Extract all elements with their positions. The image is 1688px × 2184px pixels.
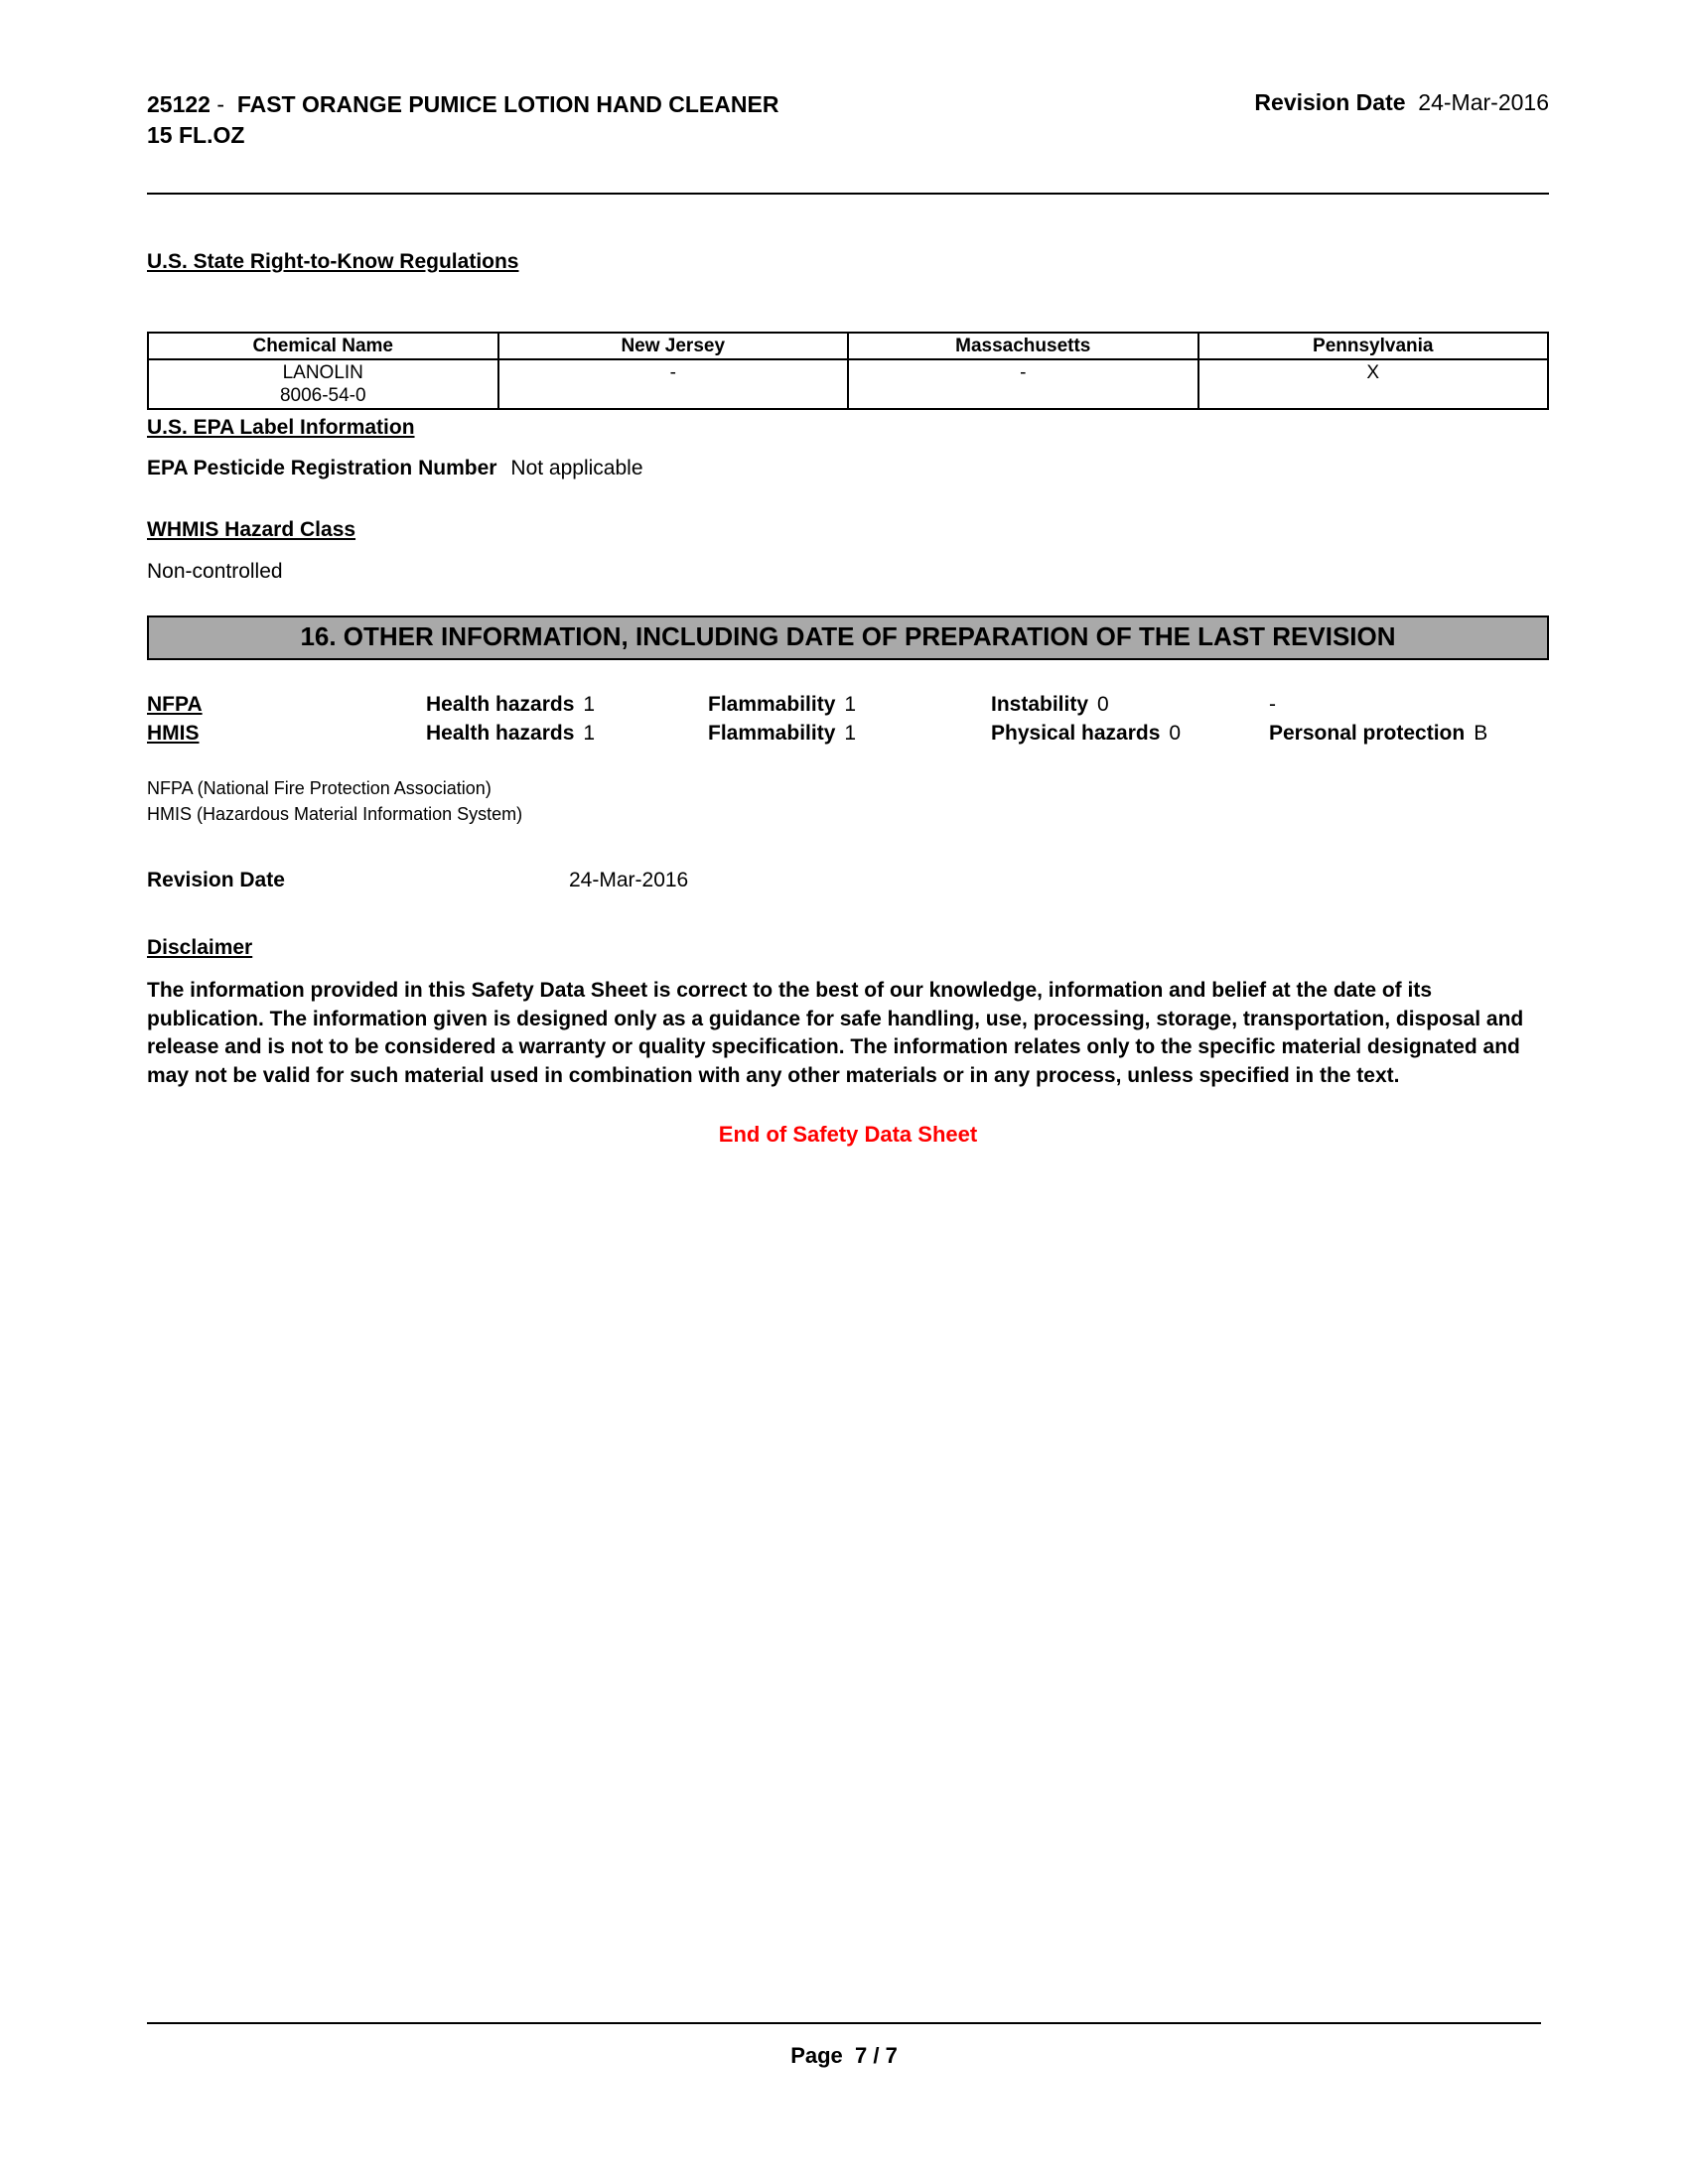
end-of-sheet-note: End of Safety Data Sheet [718, 1122, 978, 1148]
epa-label-heading: U.S. EPA Label Information [147, 416, 415, 439]
product-code-separator: - [210, 91, 237, 117]
revision-date-value: 24-Mar-2016 [1405, 89, 1549, 115]
revision-label: Revision Date [147, 868, 285, 891]
hazard-ratings [147, 690, 1549, 748]
chemical-name: LANOLIN [282, 362, 363, 383]
right-to-know-table [147, 332, 1549, 410]
hmis-personal-protection: Personal protection B [1269, 721, 1488, 745]
product-name: FAST ORANGE PUMICE LOTION HAND CLEANER 15 FL.OZ [147, 91, 792, 148]
hmis-footnote: HMIS (Hazardous Material Information System) [147, 803, 523, 824]
header-divider [147, 193, 1549, 195]
table-row [148, 359, 1548, 409]
nfpa-extra: - [1269, 692, 1276, 716]
disclaimer-heading: Disclaimer [147, 935, 253, 959]
column-header-massachusetts: Massachusetts [848, 333, 1198, 359]
right-to-know-heading: U.S. State Right-to-Know Regulations [147, 250, 519, 273]
column-header-pennsylvania: Pennsylvania [1198, 333, 1549, 359]
whmis-value: Non-controlled [147, 559, 283, 583]
product-code: 25122 [147, 91, 211, 117]
disclaimer-text: The information provided in this Safety Data Sheet is correct to the best of our knowledge, information and belief at the date of its publication. The information given is designed only as a guidance for safe handling, use, processing, storage, transportation, disposal and release and is not to be considered a warranty or quality specification. The information relates only to the specific material designated and may not be valid for such material used in combination with any other materials or in any process, unless specified in the text. [147, 979, 1524, 1087]
cell-chemical-name [148, 359, 498, 409]
column-header-chemical-name: Chemical Name [148, 333, 498, 359]
revision-date-label: Revision Date [1254, 89, 1406, 115]
hmis-row [147, 719, 1549, 748]
nfpa-footnote: NFPA (National Fire Protection Association) [147, 777, 492, 798]
hmis-label: HMIS [147, 721, 200, 745]
nfpa-label: NFPA [147, 692, 203, 716]
product-title [147, 89, 802, 151]
page-content [147, 0, 1549, 1148]
header-revision-date [1254, 89, 1549, 116]
nfpa-row [147, 690, 1549, 719]
page-number: Page 7 / 7 [790, 2043, 898, 2068]
nfpa-flammability: Flammability 1 [708, 692, 857, 716]
cell-massachusetts: - [848, 359, 1198, 409]
hmis-flammability: Flammability 1 [708, 721, 857, 745]
nfpa-health-hazards: Health hazards 1 [426, 692, 596, 716]
cell-pennsylvania: X [1198, 359, 1549, 409]
rating-footnotes [147, 775, 1549, 827]
revision-date-row [147, 869, 1549, 892]
cell-new-jersey: - [498, 359, 849, 409]
document-header [147, 89, 1549, 151]
section-16-header: 16. OTHER INFORMATION, INCLUDING DATE OF PREPARATION OF THE LAST REVISION [147, 615, 1549, 660]
epa-registration-value: Not applicable [510, 457, 643, 480]
column-header-new-jersey: New Jersey [498, 333, 849, 359]
nfpa-instability: Instability 0 [991, 692, 1109, 716]
hmis-physical-hazards: Physical hazards 0 [991, 721, 1182, 745]
epa-registration-label: EPA Pesticide Registration Number [147, 457, 497, 480]
footer-divider [147, 2022, 1541, 2024]
cas-number: 8006-54-0 [279, 385, 366, 406]
revision-value: 24-Mar-2016 [569, 868, 689, 891]
table-header-row [148, 333, 1548, 359]
whmis-heading: WHMIS Hazard Class [147, 518, 356, 542]
epa-registration-line [147, 457, 1549, 480]
hmis-health-hazards: Health hazards 1 [426, 721, 596, 745]
